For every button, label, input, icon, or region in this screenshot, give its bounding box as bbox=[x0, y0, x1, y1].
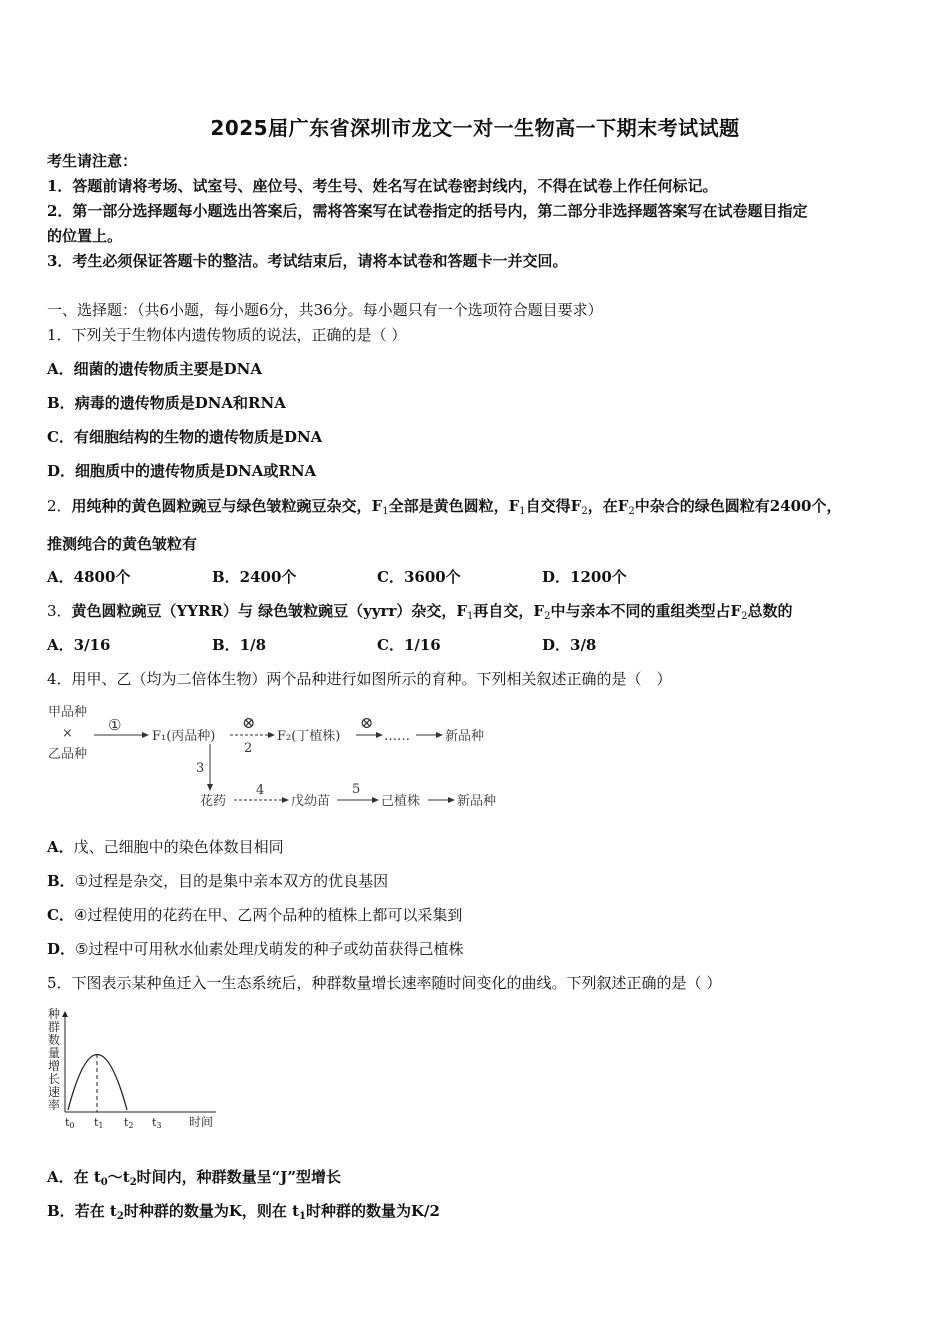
tick-t1: t1 bbox=[94, 1116, 104, 1130]
q4-option-d[interactable]: D．⑤过程中可用秋水仙素处理戊萌发的种子或幼苗获得己植株 bbox=[47, 940, 464, 958]
q1-option-c[interactable]: C．有细胞结构的生物的遗传物质是DNA bbox=[47, 428, 323, 446]
question-2-stem: 2．用纯种的黄色圆粒豌豆与绿色皱粒豌豆杂交，$F_1$全部是黄色圆粒，$F_1$自交得$F_2$，在$F_2$中杂合的绿色圆粒有2400个， bbox=[47, 497, 842, 517]
q2-option-d[interactable]: D．1200个 bbox=[542, 568, 627, 586]
y-axis-char: 率 bbox=[48, 1098, 61, 1112]
q2-option-c[interactable]: C．3600个 bbox=[377, 568, 461, 586]
q1-option-d[interactable]: D．细胞质中的遗传物质是DNA或RNA bbox=[47, 462, 317, 480]
parent-2-label: 乙品种 bbox=[48, 747, 88, 762]
dots: …… bbox=[384, 729, 410, 744]
y-axis-char: 增 bbox=[48, 1059, 61, 1073]
new-variety-2: 新品种 bbox=[457, 794, 497, 809]
y-axis-char: 种 bbox=[48, 1007, 61, 1021]
breeding-diagram bbox=[44, 700, 514, 815]
y-axis-char: 量 bbox=[48, 1046, 61, 1060]
question-1-stem: 1．下列关于生物体内遗传物质的说法，正确的是（ ） bbox=[47, 326, 407, 344]
tick-t3: t3 bbox=[152, 1116, 162, 1130]
notice-item: 的位置上。 bbox=[47, 227, 123, 245]
q5-option-b[interactable]: B．若在 $t_2$时种群的数量为K，则在 $t_1$时种群的数量为K/2 bbox=[47, 1202, 440, 1222]
y-axis-char: 速 bbox=[48, 1085, 61, 1099]
q4-option-c[interactable]: C．④过程使用的花药在甲、乙两个品种的植株上都可以采集到 bbox=[47, 906, 463, 924]
step-4-label: 4 bbox=[256, 783, 265, 798]
q4-option-a[interactable]: A．戊、己细胞中的染色体数目相同 bbox=[47, 838, 284, 856]
step-2-label: 2 bbox=[244, 741, 253, 756]
q3-option-c[interactable]: C．1/16 bbox=[377, 636, 441, 654]
q3-option-d[interactable]: D．3/8 bbox=[542, 636, 597, 654]
y-axis-char: 群 bbox=[48, 1020, 61, 1034]
x-axis-label: 时间 bbox=[189, 1115, 214, 1129]
q2-option-a[interactable]: A．4800个 bbox=[47, 568, 131, 586]
f2-label: F₂(丁植株) bbox=[277, 729, 341, 744]
section-heading: 一、选择题：（共6小题，每小题6分，共36分。每小题只有一个选项符合题目要求） bbox=[47, 301, 603, 319]
f1-label: F₁(丙品种) bbox=[152, 729, 216, 744]
growth-rate-chart bbox=[44, 1004, 224, 1134]
q1-option-b[interactable]: B．病毒的遗传物质是DNA和RNA bbox=[47, 394, 286, 412]
seedling-label: 戊幼苗 bbox=[291, 794, 331, 809]
q3-options bbox=[47, 634, 707, 656]
question-3-stem: 3．黄色圆粒豌豆（YYRR）与 绿色皱粒豌豆（yyrr）杂交，$F_1$再自交，$F_2$中与亲本不同的重组类型占$F_2$总数的 bbox=[47, 602, 793, 622]
q2-options bbox=[47, 566, 707, 588]
selfing-symbol: ⊗ bbox=[242, 713, 256, 732]
question-5-stem: 5．下图表示某种鱼迁入一生态系统后，种群数量增长速率随时间变化的曲线。下列叙述正确的是（ ） bbox=[47, 974, 722, 992]
step-1-label: ① bbox=[108, 716, 122, 734]
parent-1-label: 甲品种 bbox=[48, 705, 88, 720]
notice-item: 2．第一部分选择题每小题选出答案后，需将答案写在试卷指定的括号内，第二部分非选择题答案写在试卷题目指定 bbox=[47, 202, 808, 220]
plant-label: 己植株 bbox=[381, 794, 421, 809]
notice-item: 1．答题前请将考场、试室号、座位号、考生号、姓名写在试卷密封线内，不得在试卷上作任何标记。 bbox=[47, 177, 718, 195]
q1-option-a[interactable]: A．细菌的遗传物质主要是DNA bbox=[47, 360, 262, 378]
question-4-stem: 4．用甲、乙（均为二倍体生物）两个品种进行如图所示的育种。下列相关叙述正确的是（ ） bbox=[47, 670, 672, 688]
tick-t0: t0 bbox=[65, 1116, 75, 1130]
tick-t2: t2 bbox=[124, 1116, 134, 1130]
notice-header: 考生请注意： bbox=[47, 152, 138, 170]
step-5-label: 5 bbox=[352, 782, 361, 797]
q2-option-b[interactable]: B．2400个 bbox=[212, 568, 297, 586]
y-axis-char: 数 bbox=[48, 1033, 61, 1047]
q3-option-b[interactable]: B．1/8 bbox=[212, 636, 267, 654]
q3-option-a[interactable]: A．3/16 bbox=[47, 636, 111, 654]
notice-item: 3．考生必须保证答题卡的整洁。考试结束后，请将本试卷和答题卡一并交回。 bbox=[47, 252, 568, 270]
question-2-stem-cont: 推测纯合的黄色皱粒有 bbox=[47, 535, 198, 553]
pollen-label: 花药 bbox=[200, 794, 227, 809]
selfing-symbol-2: ⊗ bbox=[360, 713, 374, 732]
step-3-label: 3 bbox=[196, 761, 205, 776]
cross-symbol: × bbox=[62, 726, 73, 741]
q5-option-a[interactable]: A．在 $t_0\sim t_2$时间内，种群数量呈“J”型增长 bbox=[47, 1168, 342, 1188]
page-title: 2025届广东省深圳市龙文一对一生物高一下期末考试试题 bbox=[210, 116, 740, 140]
new-variety-1: 新品种 bbox=[445, 729, 485, 744]
y-axis-char: 长 bbox=[48, 1072, 61, 1086]
q4-option-b[interactable]: B．①过程是杂交，目的是集中亲本双方的优良基因 bbox=[47, 872, 389, 890]
